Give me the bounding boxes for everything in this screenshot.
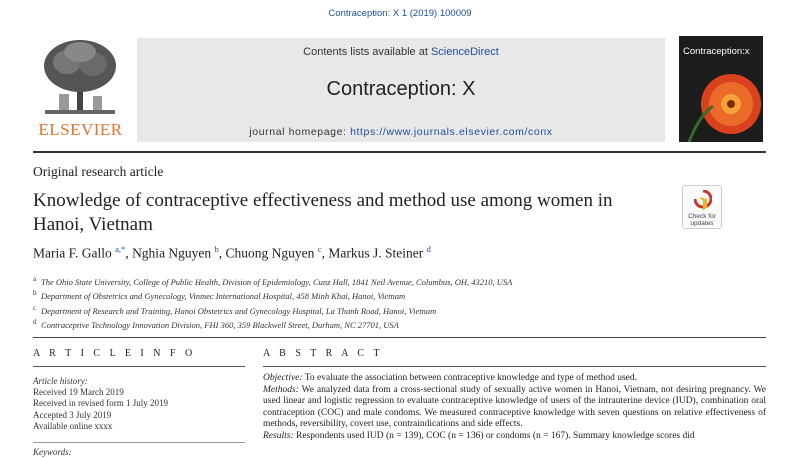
article-history (33, 376, 168, 432)
affiliation-text: The Ohio State University, College of Public Health, Division of Epidemiology, Cunz Hall, 1841 Neil Avenue, Columbus, OH, 43210, USA (41, 276, 513, 287)
cover-title: Contraception:x (683, 46, 750, 57)
affiliation-item (33, 288, 773, 302)
history-item: Available online xxxx (33, 420, 113, 431)
history-item: Received in revised form 1 July 2019 (33, 398, 168, 409)
author-name[interactable]: Chuong Nguyen (225, 245, 315, 261)
abstract-results (263, 431, 766, 443)
affiliation-list (33, 274, 773, 331)
check-updates-label: Check for updates (688, 213, 716, 227)
flower-image-icon (679, 36, 763, 142)
article-info-rule (33, 366, 245, 367)
author-name[interactable]: Nghia Nguyen (132, 245, 212, 261)
author-separator: , (321, 245, 329, 261)
history-item: Received 19 March 2019 (33, 387, 124, 398)
check-for-updates-button[interactable] (682, 185, 722, 229)
affiliation-text: Contraceptive Technology Innovation Division, FHI 360, 359 Blackwell Street, Durham, NC 27701, USA (41, 319, 399, 330)
affiliation-mark: b (33, 289, 37, 298)
affiliation-mark: c (33, 303, 37, 312)
author-list (33, 244, 431, 262)
abstract-rule (263, 366, 766, 367)
abstract-objective (263, 373, 766, 385)
article-info-heading: A R T I C L E I N F O (33, 348, 196, 359)
history-item: Accepted 3 July 2019 (33, 409, 112, 420)
elsevier-wordmark: ELSEVIER (38, 120, 123, 139)
methods-text: We analyzed data from a cross-sectional study of sexually active women in Hanoi, Vietnam, not desiring pregnancy. We used linear and logistic regression to evaluate contraceptive knowledge of users of the intrauterine device (IUD), combination oral contraception (COC) and male condoms. We measured contraceptive knowledge with seven questions on relative effectiveness of methods, reversibility, covert use, contraindications and side effects. (263, 384, 766, 429)
elsevier-tree-icon (37, 38, 123, 118)
article-title: Knowledge of contraceptive effectiveness and method use among women in Hanoi, Vietnam (33, 190, 613, 235)
affiliation-mark: a (33, 275, 37, 283)
header-divider (33, 151, 766, 153)
results-label: Results: (263, 430, 294, 441)
abstract-methods (263, 385, 766, 431)
affiliation-mark: d (33, 317, 37, 326)
section-divider (33, 337, 766, 338)
journal-cover[interactable] (679, 36, 763, 142)
journal-header (33, 34, 766, 144)
homepage-prefix: journal homepage: (249, 126, 351, 138)
sciencedirect-link[interactable]: ScienceDirect (430, 46, 499, 58)
author-affiliation-mark[interactable]: a,* (115, 244, 126, 254)
journal-homepage (137, 126, 665, 138)
affiliation-item (33, 274, 773, 288)
check-updates-icon (694, 190, 712, 212)
history-label: Article history: (33, 376, 88, 386)
contents-prefix: Contents lists available at (303, 46, 431, 58)
homepage-link[interactable]: https://www.journals.elsevier.com/conx (350, 126, 553, 138)
elsevier-logo[interactable] (33, 34, 128, 144)
contents-line (137, 46, 665, 58)
results-text: Respondents used IUD (n = 139), COC (n = 136) or condoms (n = 167). Summary knowledge scores did (293, 430, 695, 441)
objective-label: Objective: (263, 373, 303, 383)
keywords-rule (33, 442, 245, 443)
author-separator: , (125, 245, 133, 261)
affiliation-item (33, 317, 773, 331)
methods-label: Methods: (263, 384, 299, 395)
journal-info-box (137, 38, 665, 142)
keywords-label: Keywords: (33, 447, 72, 457)
objective-text: To evaluate the association between contraceptive knowledge and type of method used. (302, 373, 638, 383)
author-affiliation-mark[interactable]: d (426, 244, 431, 254)
article-type: Original research article (33, 164, 164, 179)
author-affiliation-mark[interactable]: c (317, 244, 322, 254)
author-separator: , (218, 245, 226, 261)
affiliation-text: Department of Research and Training, Hanoi Obstetrics and Gynecology Hospital, La Thanh Road, Hanoi, Vietnam (41, 305, 437, 316)
abstract-heading: A B S T R A C T (263, 348, 384, 359)
author-name[interactable]: Markus J. Steiner (328, 245, 424, 261)
journal-citation[interactable]: Contraception: X 1 (2019) 100009 (328, 8, 472, 19)
author-name[interactable]: Maria F. Gallo (33, 245, 112, 261)
affiliation-item (33, 303, 773, 317)
abstract-body (263, 373, 766, 442)
journal-name: Contraception: X (326, 78, 476, 100)
affiliation-text: Department of Obstetrics and Gynecology, Vinmec International Hospital, 458 Minh Khai, Hanoi, Vietnam (41, 291, 406, 302)
author-affiliation-mark[interactable]: b (214, 244, 219, 254)
